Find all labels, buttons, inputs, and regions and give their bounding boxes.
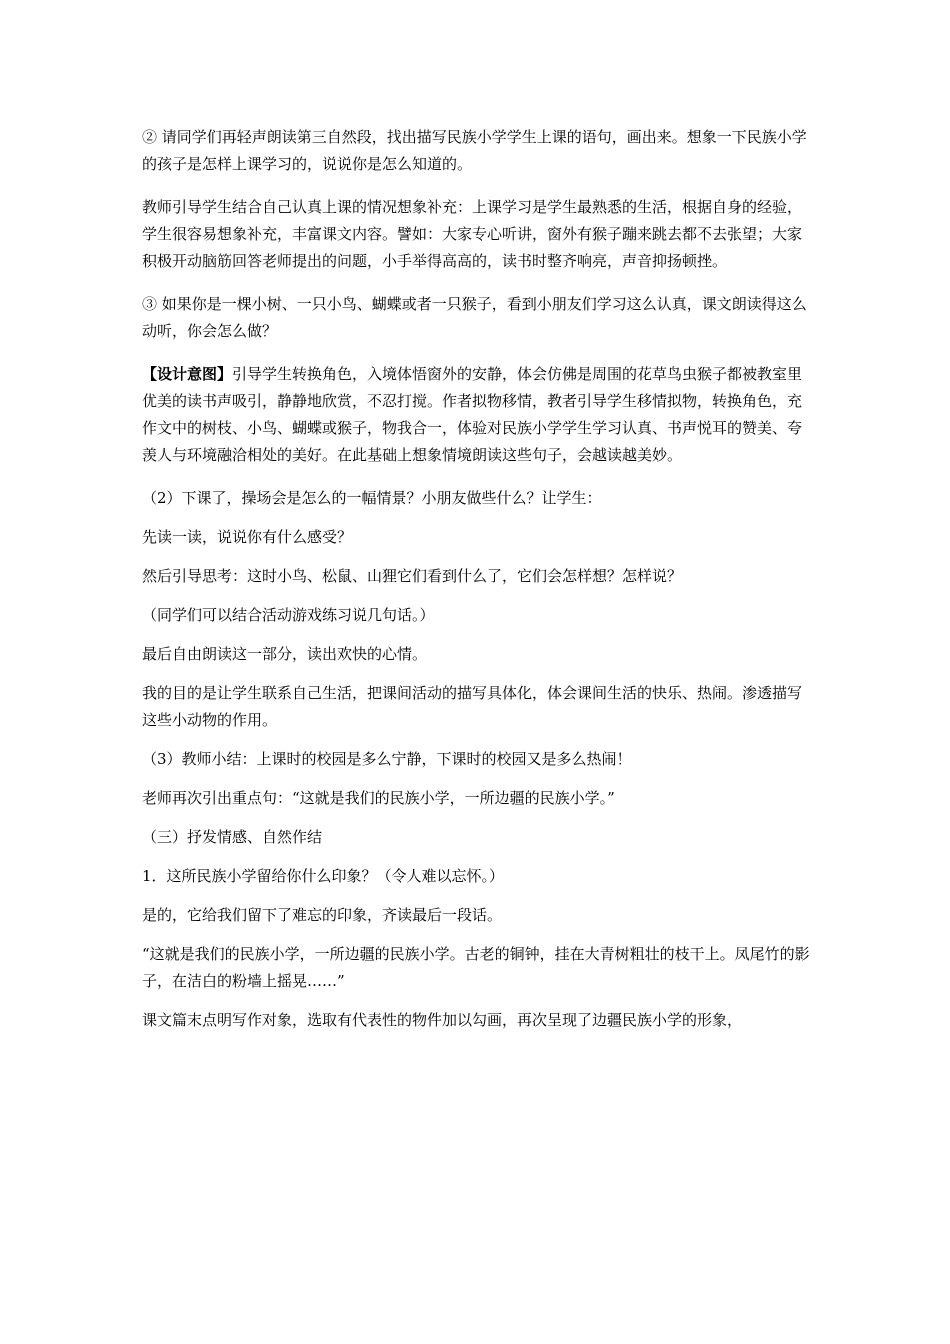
section-heading-express-emotion: （三）抒发情感、自然作结 xyxy=(142,828,323,846)
paragraph-role-question: ③ 如果你是一棵小树、一只小鸟、蝴蝶或者一只猴子，看到小朋友们学习这么认真，课文朗读得这么动听，你会怎么做？ xyxy=(142,295,807,340)
paragraph-purpose: 我的目的是让学生联系自己生活，把课间活动的描写具体化，体会课间生活的快乐、热闹。渗透描写这些小动物的作用。 xyxy=(142,684,803,729)
design-intent-label: 【设计意图】 xyxy=(142,365,233,383)
paragraph-read-last: 是的，它给我们留下了难忘的印象，齐读最后一段话。 xyxy=(142,906,503,924)
paragraph-read-third-section: ② 请同学们再轻声朗读第三自然段，找出描写民族小学学生上课的语句，画出来。想象一下民族小学的孩子是怎样上课学习的，说说你是怎么知道的。 xyxy=(142,128,807,173)
paragraph-teacher-guidance: 教师引导学生结合自己认真上课的情况想象补充：上课学习是学生最熟悉的生活，根据自身的经验，学生很容易想象补充，丰富课文内容。譬如：大家专心听讲，窗外有猴子蹦来跳去都不去张望；大家积极开动脑筋回答老师提出的问题，小手举得高高的，读书时整齐响亮，声音抑扬顿挫。 xyxy=(142,198,803,270)
paragraph-quote-ending: “这就是我们的民族小学，一所边疆的民族小学。古老的铜钟，挂在大青树粗壮的枝干上。凤尾竹的影子，在洁白的粉墙上摇晃……” xyxy=(142,945,810,990)
paragraph-design-intent xyxy=(142,361,810,469)
paragraph-teacher-summary: （3）教师小结：上课时的校园是多么宁静，下课时的校园又是多么热闹！ xyxy=(142,750,632,768)
paragraph-key-sentence: 老师再次引出重点句：“这就是我们的民族小学，一所边疆的民族小学。” xyxy=(142,789,615,807)
paragraph-guide-thinking: 然后引导思考：这时小鸟、松鼠、山狸它们看到什么了，它们会怎样想？怎样说？ xyxy=(142,567,683,585)
design-intent-text: 引导学生转换角色，入境体悟窗外的安静，体会仿佛是周围的花草鸟虫猴子都被教室里优美的读书声吸引，静静地欣赏，不忍打搅。作者拟物移情，教者引导学生移情拟物，转换角色，充作文中的树枝、小鸟、蝴蝶或猴子，物我合一，体验对民族小学学生学习认真、书声悦耳的赞美、夸羡人与环境融洽相处的美好。在此基础上想象情境朗读这些句子，会越读越美妙。 xyxy=(142,365,803,464)
paragraph-impression-question: 1．这所民族小学留给你什么印象？（令人难以忘怀。） xyxy=(142,867,505,885)
paragraph-ending-analysis: 课文篇末点明写作对象，选取有代表性的物件加以勾画，再次呈现了边疆民族小学的形象， xyxy=(142,1011,743,1029)
paragraph-free-reading: 最后自由朗读这一部分，读出欢快的心情。 xyxy=(142,645,428,663)
paragraph-read-first: 先读一读，说说你有什么感受？ xyxy=(142,528,353,546)
paragraph-recess-question: （2）下课了，操场会是怎么的一幅情景？小朋友做些什么？让学生： xyxy=(142,489,602,507)
document-body xyxy=(142,124,810,1034)
paragraph-activity-note: （同学们可以结合活动游戏练习说几句话。） xyxy=(142,606,435,624)
